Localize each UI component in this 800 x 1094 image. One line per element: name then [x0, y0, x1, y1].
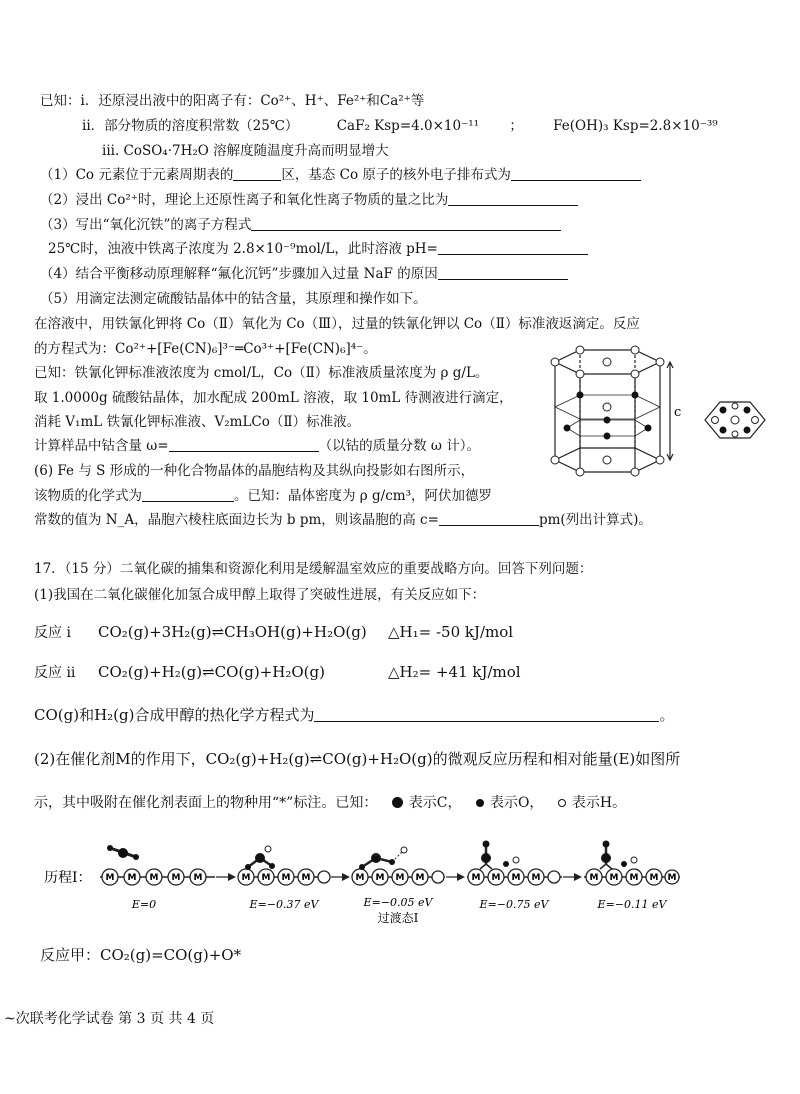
answer-blank[interactable] — [511, 166, 641, 181]
answer-blank[interactable] — [439, 511, 539, 526]
svg-text:M: M — [531, 873, 541, 883]
catalyst-m: M — [171, 873, 181, 883]
arrow-icon — [574, 873, 582, 881]
svg-text:M: M — [415, 873, 425, 883]
q16-part6b: 该物质的化学式为 。已知：晶体密度为 ρ g/cm³，阿伏加德罗 — [34, 488, 492, 504]
reaction-process-diagram — [40, 836, 720, 930]
arrow-icon — [228, 873, 236, 881]
svg-text:M: M — [281, 873, 291, 883]
atoms-fe — [564, 392, 652, 440]
answer-blank[interactable] — [314, 707, 659, 722]
atoms-s — [551, 346, 664, 476]
svg-text:M: M — [589, 873, 599, 883]
energy-label: E=−0.37 eV — [249, 898, 319, 911]
svg-text:M: M — [395, 873, 405, 883]
q16-part5e: 消耗 V₁mL 铁氰化钾标准液、V₂mLCo（Ⅱ）标准液。 — [34, 414, 361, 430]
svg-text:M: M — [375, 873, 385, 883]
known-prefix: 已知： — [40, 93, 81, 109]
svg-text:M: M — [667, 873, 677, 883]
q16-part1: （1）Co 元素位于元素周期表的 区，基态 Co 原子的核外电子排布式为 — [40, 166, 641, 184]
energy-label: E=−0.11 eV — [597, 898, 667, 911]
q17-part1-question: CO(g)和H₂(g)合成甲醇的热化学方程式为 。 — [34, 706, 675, 724]
q16-part5c: 已知：铁氰化钾标准液浓度为 cmol/L，Co（Ⅱ）标准液质量浓度为 ρ g/L。 — [34, 365, 489, 381]
q16-part6c: 常数的值为 N_A，晶胞六棱柱底面边长为 b pm，则该晶胞的高 c= pm(列出计算式)。 — [34, 512, 652, 528]
svg-text:M: M — [511, 873, 521, 883]
energy-label: E=0 — [131, 898, 157, 911]
svg-text:M: M — [491, 873, 501, 883]
state-2 — [238, 846, 330, 911]
svg-text:M: M — [629, 873, 639, 883]
catalyst-m: M — [193, 873, 203, 883]
known-i: 已知：i．还原浸出液中的阳离子有：Co²⁺、H⁺、Fe²⁺和Ca²⁺等 — [40, 93, 425, 109]
q17-part2b: 示，其中吸附在催化剂表面上的物种用“*”标注。已知： 表示C， 表示O， 表示H。 — [34, 795, 627, 811]
q17-intro: 17．（15 分）二氧化碳的捕集和资源化利用是缓解温室效应的重要战略方向。回答下列问题： — [34, 561, 593, 577]
q16-part5: （5）用滴定法测定硫酸钴晶体中的钴含量，其原理和操作如下。 — [40, 291, 427, 307]
answer-blank[interactable] — [438, 240, 588, 255]
q17-part1: (1)我国在二氧化碳催化加氢合成甲醇上取得了突破性进展，有关反应如下： — [34, 587, 486, 603]
answer-blank[interactable] — [251, 216, 561, 231]
arrow-icon — [342, 873, 350, 881]
q16-part5f: 计算样品中钴含量 ω= （以钴的质量分数 ω 计）。 — [34, 438, 480, 454]
state-1 — [100, 845, 215, 911]
process-i-svg — [40, 836, 720, 926]
svg-text:M: M — [609, 873, 619, 883]
transition-state-label: 过渡态Ⅰ — [377, 911, 419, 925]
svg-text:M: M — [261, 873, 271, 883]
svg-text:M: M — [241, 873, 251, 883]
state-5 — [584, 841, 680, 912]
svg-text:M: M — [355, 873, 365, 883]
arrow-icon — [457, 873, 465, 881]
height-c-label: c — [674, 405, 682, 420]
answer-blank[interactable] — [233, 166, 281, 181]
catalyst-m: M — [127, 873, 137, 883]
state-3-transition — [352, 847, 445, 925]
vertical-projection — [705, 402, 765, 438]
page-footer: ~次联考化学试卷 第 3 页 共 4 页 — [4, 1011, 215, 1027]
energy-label: E=−0.05 eV — [363, 896, 433, 909]
known-ii: ii．部分物质的溶度积常数（25℃） CaF₂ Ksp=4.0×10⁻¹¹ ； Fe(OH)₃ Ksp=2.8×10⁻³⁹ — [82, 118, 718, 134]
q16-part6a: (6) Fe 与 S 形成的一种化合物晶体的晶胞结构及其纵向投影如右图所示， — [34, 463, 475, 479]
catalyst-m: M — [149, 873, 159, 883]
oxygen-legend-icon — [476, 799, 484, 807]
reaction-ii: 反应 ii CO₂(g)+H₂(g)⇌CO(g)+H₂O(g) △H₂= +41 kJ/mol — [34, 663, 521, 681]
process-label: 历程Ⅰ： — [44, 870, 92, 886]
answer-blank[interactable] — [448, 191, 578, 206]
q16-part2: （2）浸出 Co²⁺时，理论上还原性离子和氧化性离子物质的量之比为 — [40, 191, 578, 209]
answer-blank[interactable] — [169, 437, 319, 452]
svg-text:M: M — [649, 873, 659, 883]
known-iii: iii. CoSO₄·7H₂O 溶解度随温度升高而明显增大 — [102, 143, 389, 159]
svg-text:M: M — [471, 873, 481, 883]
q16-part5d: 取 1.0000g 硫酸钴晶体，加水配成 200mL 溶液，取 10mL 待测液进行滴定， — [34, 390, 513, 406]
energy-label: E=−0.75 eV — [479, 898, 549, 911]
state-4 — [467, 841, 562, 912]
catalyst-m: M — [105, 873, 115, 883]
q16-part5a: 在溶液中，用铁氰化钾将 Co（Ⅱ）氧化为 Co（Ⅲ），过量的铁氰化钾以 Co（Ⅱ）标准液返滴定。反应 — [34, 316, 640, 332]
q16-part3b: 25℃时，浊液中铁离子浓度为 2.8×10⁻⁹mol/L，此时溶液 pH= — [48, 240, 588, 258]
crystal-cell-figure — [540, 340, 780, 484]
hydrogen-legend-icon — [558, 799, 566, 807]
answer-blank[interactable] — [438, 265, 568, 280]
reaction-i: 反应 i CO₂(g)+3H₂(g)⇌CH₃OH(g)+H₂O(g) △H₁= -50 kJ/mol — [34, 623, 514, 641]
q16-part3: （3）写出“氧化沉铁”的离子方程式 — [40, 216, 561, 234]
q16-part4: （4）结合平衡移动原理解释“氟化沉钙”步骤加入过量 NaF 的原因 — [40, 265, 568, 283]
answer-blank[interactable] — [142, 487, 234, 502]
reaction-a: 反应甲：CO₂(g)=CO(g)+O* — [40, 946, 242, 964]
q16-part5b: 的方程式为：Co²⁺+[Fe(CN)₆]³⁻═Co³⁺+[Fe(CN)₆]⁴⁻。 — [34, 341, 377, 357]
carbon-legend-icon — [392, 797, 403, 808]
svg-text:M: M — [301, 873, 311, 883]
q17-part2a: (2)在催化剂M的作用下，CO₂(g)+H₂(g)⇌CO(g)+H₂O(g)的微观反应历程和相对能量(E)如图所 — [34, 750, 681, 768]
hexagonal-prism-cell — [540, 340, 780, 480]
